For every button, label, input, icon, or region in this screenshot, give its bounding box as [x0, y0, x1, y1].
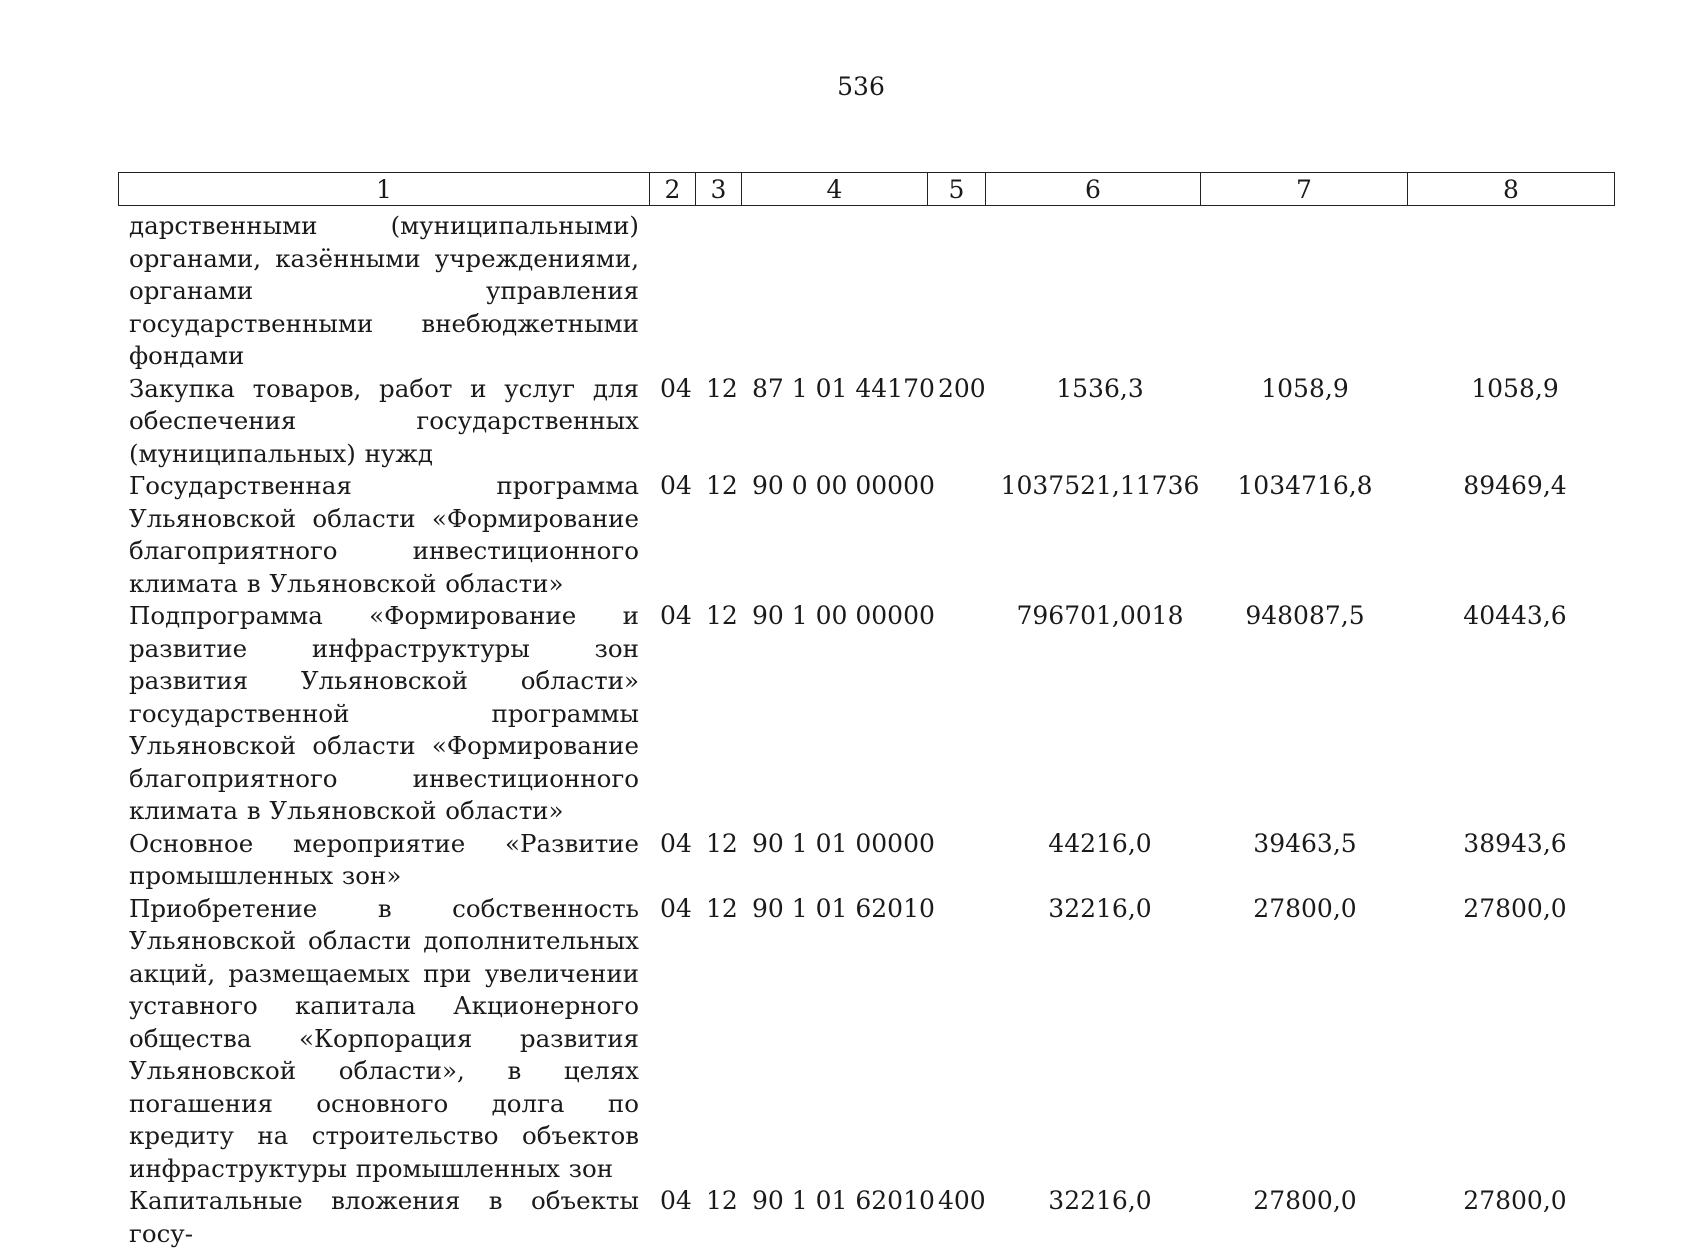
header-col-4: 4	[742, 173, 928, 206]
header-row	[119, 173, 1615, 206]
row-description: дарственными (муниципальными) органами, казёнными учреждениями, органами управления государственными внебюджетными фондами	[129, 211, 639, 370]
cell-amount-col7: 27800,0	[1253, 1186, 1357, 1215]
header-col-2: 2	[650, 173, 696, 206]
cell-expense-type: 400	[938, 1186, 986, 1215]
cell-target-article: 90 0 00 00000	[752, 471, 935, 500]
cell-target-article: 87 1 01 44170	[752, 373, 935, 403]
cell-expense-type: 200	[938, 373, 986, 403]
table-body	[0, 210, 1698, 1250]
cell-section: 04	[660, 1186, 692, 1215]
cell-amount-col7: 27800,0	[1253, 893, 1357, 923]
row-description: Капитальные вложения в объекты госу-	[129, 1186, 639, 1248]
row-description: Подпрограмма «Формирование и развитие инфраструктуры зон развития Ульяновской области» государственной программы Ульяновской области «Формирование благоприятного инвестиционного климата в Ульяновской области»	[129, 601, 639, 825]
cell-target-article: 90 1 00 00000	[752, 601, 935, 630]
cell-amount-col8: 27800,0	[1463, 893, 1567, 923]
cell-target-article: 90 1 01 62010	[752, 1186, 935, 1215]
cell-amount-col8: 40443,6	[1463, 601, 1567, 630]
cell-section: 04	[660, 893, 692, 923]
row-description: Основное мероприятие «Развитие промышленных зон»	[129, 828, 639, 890]
cell-subsection: 12	[706, 828, 738, 858]
cell-amount-col8: 89469,4	[1463, 471, 1567, 500]
cell-amount-col7: 948087,5	[1245, 601, 1365, 630]
cell-amount-col7: 39463,5	[1253, 828, 1357, 858]
cell-section: 04	[660, 601, 692, 630]
cell-amount-col6: 44216,0	[1048, 828, 1152, 858]
header-col-8: 8	[1408, 173, 1615, 206]
table-row	[0, 1185, 1698, 1250]
cell-section: 04	[660, 373, 692, 403]
cell-amount-col6: 32216,0	[1048, 1186, 1152, 1215]
cell-amount-col6: 32216,0	[1048, 893, 1152, 923]
row-description: Государственная программа Ульяновской области «Формирование благоприятного инвестиционного климата в Ульяновской области»	[129, 471, 639, 598]
cell-section: 04	[660, 471, 692, 500]
cell-amount-col7: 1058,9	[1261, 373, 1349, 403]
row-description: Приобретение в собственность Ульяновской области дополнительных акций, размещаемых при увеличении уставного капитала Акционерного общества «Корпорация развития Ульяновской области», в целях погашения основного долга по кредиту на строительство объектов инфраструктуры промышленных зон	[129, 893, 639, 1183]
cell-amount-col6: 1536,3	[1056, 373, 1144, 403]
header-col-1: 1	[119, 173, 650, 206]
cell-target-article: 90 1 01 62010	[752, 893, 935, 923]
table-row	[0, 373, 1698, 471]
cell-amount-col8: 38943,6	[1463, 828, 1567, 858]
cell-amount-col8: 27800,0	[1463, 1186, 1567, 1215]
cell-subsection: 12	[706, 373, 738, 403]
table-row	[0, 210, 1698, 373]
cell-amount-col6: 1037521,11736	[1000, 471, 1200, 500]
cell-subsection: 12	[706, 893, 738, 923]
table-row	[0, 600, 1698, 828]
header-col-3: 3	[696, 173, 742, 206]
table-header	[118, 172, 1615, 206]
cell-section: 04	[660, 828, 692, 858]
header-col-5: 5	[928, 173, 986, 206]
page-number: 536	[837, 72, 885, 101]
header-col-6: 6	[986, 173, 1201, 206]
cell-subsection: 12	[706, 601, 738, 630]
table-row	[0, 470, 1698, 600]
header-col-7: 7	[1201, 173, 1408, 206]
cell-amount-col8: 1058,9	[1471, 373, 1559, 403]
cell-amount-col6: 796701,0018	[1016, 601, 1184, 630]
cell-subsection: 12	[706, 1186, 738, 1215]
cell-amount-col7: 1034716,8	[1237, 471, 1373, 500]
table-row	[0, 893, 1698, 1186]
cell-target-article: 90 1 01 00000	[752, 828, 935, 858]
table-row	[0, 828, 1698, 893]
row-description: Закупка товаров, работ и услуг для обеспечения государственных (муниципальных) нужд	[129, 373, 639, 468]
cell-subsection: 12	[706, 471, 738, 500]
